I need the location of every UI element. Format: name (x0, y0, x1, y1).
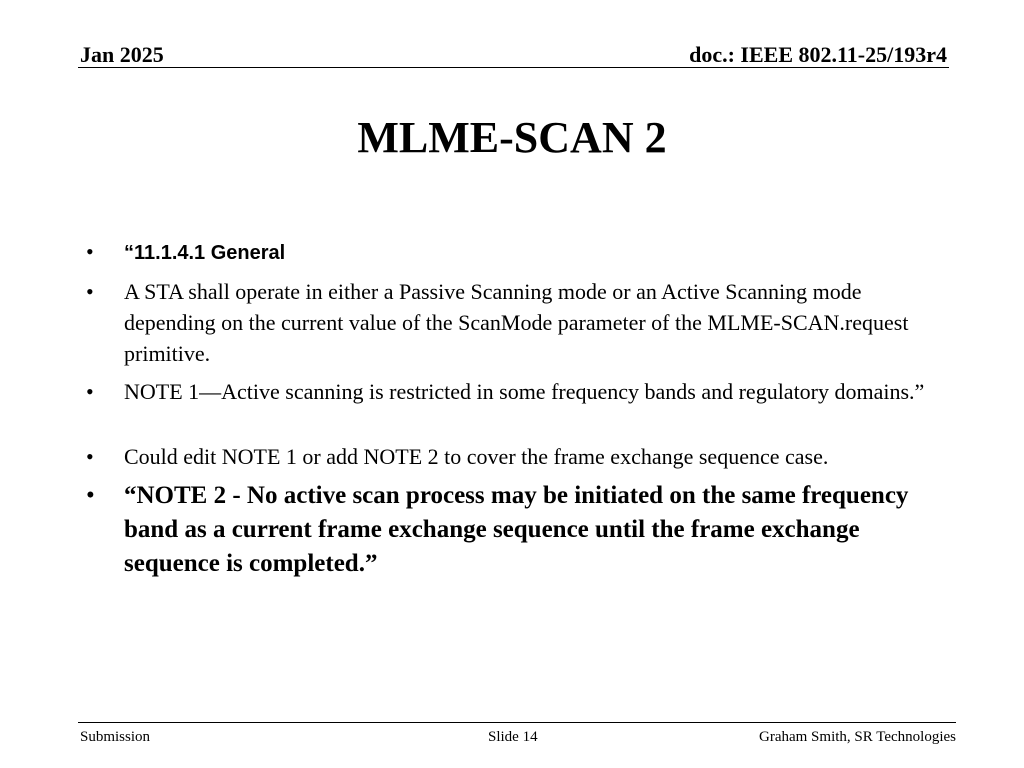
bullet-marker: • (86, 279, 94, 304)
bullet-marker: • (86, 379, 94, 404)
footer-divider (78, 722, 956, 723)
bullet-marker: • (86, 444, 94, 469)
bullet-list (86, 236, 946, 588)
bullet-text: A STA shall operate in either a Passive Scanning mode or an Active Scanning mode depending on the current value of the ScanMode parameter of the MLME-SCAN.request primitive. (124, 279, 909, 366)
header-doc-id: doc.: IEEE 802.11-25/193r4 (689, 42, 947, 67)
bullet-marker: • (86, 482, 95, 509)
footer-submission: Submission (80, 729, 151, 745)
bullet-item-note-2-proposal (86, 479, 946, 581)
header-date: Jan 2025 (80, 42, 164, 67)
bullet-item-note-1 (86, 376, 946, 407)
bullet-item-section-heading (86, 236, 946, 269)
bullet-text: Could edit NOTE 1 or add NOTE 2 to cover the frame exchange sequence case. (124, 444, 829, 469)
bullet-text: NOTE 1—Active scanning is restricted in some frequency bands and regulatory domains.” (124, 379, 925, 404)
bullet-text: “11.1.4.1 General (124, 242, 286, 264)
bullet-text: “NOTE 2 - No active scan process may be initiated on the same frequency band as a current frame exchange sequence until the frame exchange sequence is completed.” (124, 482, 909, 577)
footer-author: Graham Smith, SR Technologies (759, 729, 956, 745)
bullet-item-edit-suggestion (86, 441, 946, 472)
bullet-marker: • (86, 239, 94, 264)
bullet-item-sta-scanning-mode (86, 276, 946, 369)
header-divider (78, 67, 949, 68)
footer-slide-number: Slide 14 (488, 729, 538, 745)
slide-title: MLME-SCAN 2 (357, 113, 667, 162)
